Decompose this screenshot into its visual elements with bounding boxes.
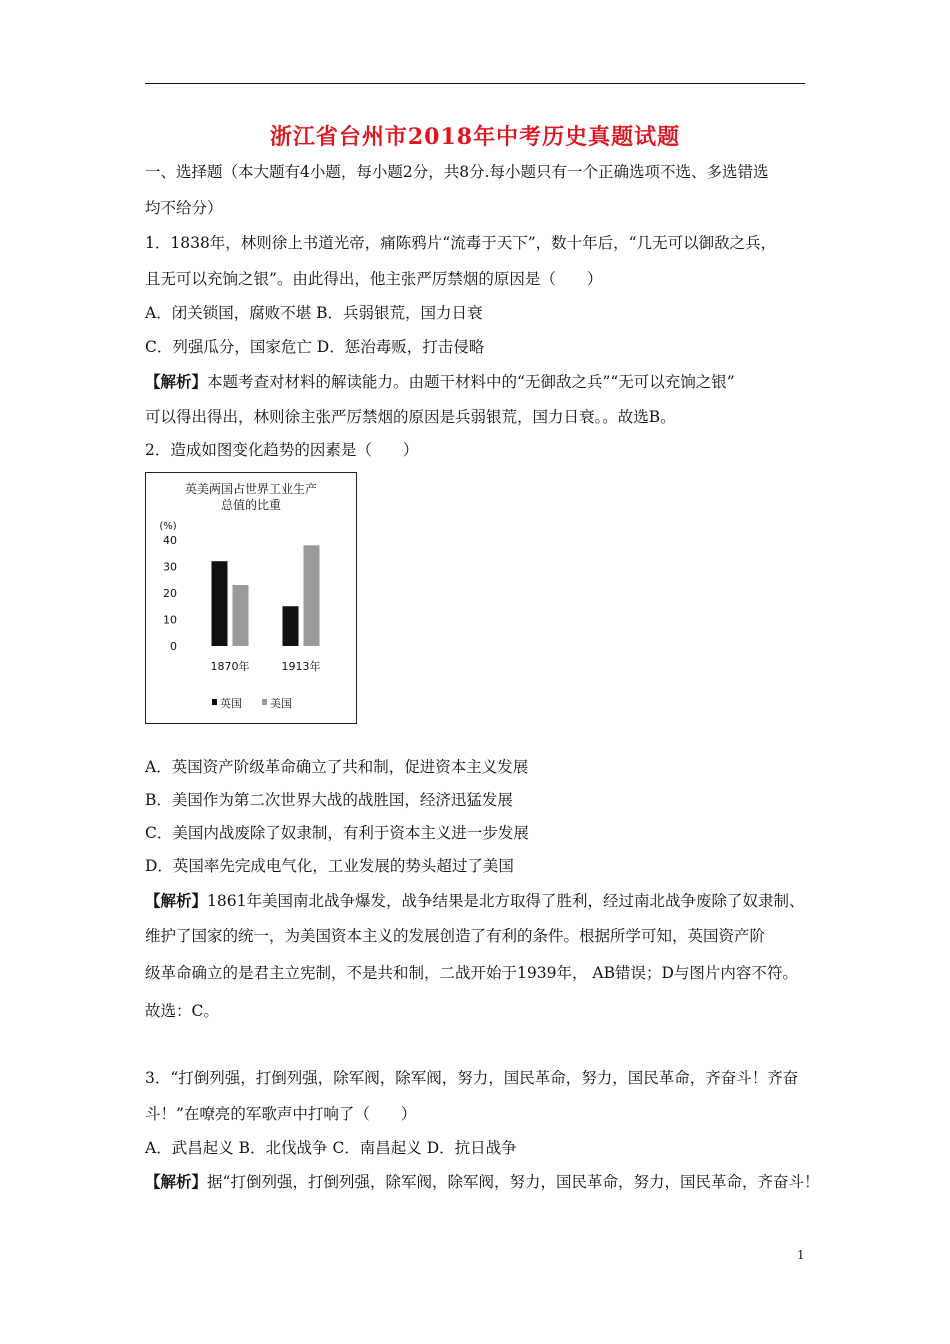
q1-stem-line2: 且无可以充饷之银”。由此得出，他主张严厉禁烟的原因是（ ） bbox=[145, 270, 603, 288]
chart-legend-label: 美国 bbox=[270, 697, 292, 710]
chart-bar-us bbox=[233, 585, 249, 646]
chart-title-line1: 英美两国占世界工业生产 bbox=[184, 482, 318, 496]
header-rule bbox=[145, 83, 805, 84]
chart-title-line2: 总值的比重 bbox=[220, 498, 282, 512]
chart-bar-us bbox=[304, 545, 320, 646]
q1-stem-line1: 1．1838年，林则徐上书道光帝，痛陈鸦片“流毒于天下”，数十年后，“几无可以御敌之兵， bbox=[145, 234, 777, 252]
q1-options-line2: C．列强瓜分，国家危亡 D．惩治毒贩，打击侵略 bbox=[145, 338, 485, 356]
chart-ytick-label: 0 bbox=[170, 640, 177, 653]
page-title: 浙江省台州市2018年中考历史真题试题 bbox=[269, 124, 681, 150]
q2-option-d: D．英国率先完成电气化，工业发展的势头超过了美国 bbox=[145, 857, 514, 875]
q3-options: A．武昌起义 B．北伐战争 C．南昌起义 D．抗日战争 bbox=[145, 1139, 517, 1157]
q3-analysis-line1 bbox=[145, 1174, 819, 1191]
q2-option-c: C．美国内战废除了奴隶制，有利于资本主义进一步发展 bbox=[145, 824, 529, 842]
q2-option-b: B．美国作为第二次世界大战的战胜国，经济迅猛发展 bbox=[145, 791, 513, 809]
q1-options-line1: A．闭关锁国，腐败不堪 B．兵弱银荒，国力日衰 bbox=[145, 304, 483, 322]
chart-ytick-label: 30 bbox=[163, 560, 177, 574]
chart-ytick-label: 20 bbox=[163, 587, 177, 600]
q3-stem-line2: 斗！”在嘹亮的军歌声中打响了（ ） bbox=[145, 1105, 417, 1123]
page-number: 1 bbox=[797, 1248, 805, 1262]
chart-category-label: 1913年 bbox=[281, 660, 321, 673]
q2-option-a: A．英国资产阶级革命确立了共和制，促进资本主义发展 bbox=[145, 758, 529, 776]
analysis-text: 1861年美国南北战争爆发，战争结果是北方取得了胜利，经过南北战争废除了奴隶制、 bbox=[207, 892, 805, 910]
chart-bar-uk bbox=[212, 561, 228, 646]
analysis-text: 据“打倒列强，打倒列强，除军阀，除军阀，努力，国民革命，努力，国民革命，齐奋斗！ bbox=[207, 1173, 820, 1191]
q2-analysis-line2: 维护了国家的统一，为美国资本主义的发展创造了有利的条件。根据所学可知，英国资产阶 bbox=[145, 927, 766, 945]
section-header-line1: 一、选择题（本大题有4小题，每小题2分，共8分.每小题只有一个正确选项不选、多选错选 bbox=[145, 163, 769, 181]
analysis-text: 本题考查对材料的解读能力。由题干材料中的“无御敌之兵”“无可以充饷之银” bbox=[207, 373, 735, 391]
q2-analysis-line4: 故选：C。 bbox=[145, 1002, 219, 1020]
chart-legend-swatch bbox=[262, 699, 267, 705]
analysis-tag: 【解析】 bbox=[145, 1172, 208, 1191]
chart-ytick-label: 10 bbox=[163, 613, 177, 627]
q2-analysis-line1 bbox=[145, 893, 804, 910]
chart-bar-uk bbox=[283, 606, 299, 646]
chart-legend-swatch bbox=[212, 699, 217, 705]
analysis-tag: 【解析】 bbox=[145, 372, 208, 391]
chart-category-label: 1870年 bbox=[210, 660, 250, 673]
chart-ytick-label: 40 bbox=[163, 534, 177, 547]
q2-stem: 2．造成如图变化趋势的因素是（ ） bbox=[145, 441, 419, 459]
q1-analysis-line1 bbox=[145, 374, 735, 391]
industrial-share-chart bbox=[145, 472, 357, 724]
chart-ylabel: (%) bbox=[159, 521, 177, 532]
q2-analysis-line3: 级革命确立的是君主立宪制，不是共和制，二战开始于1939年， AB错误；D与图片内容不符。 bbox=[145, 964, 798, 982]
chart-svg bbox=[146, 473, 356, 723]
q1-analysis-line2: 可以得出得出，林则徐主张严厉禁烟的原因是兵弱银荒，国力日衰。。故选B。 bbox=[145, 408, 676, 426]
analysis-tag: 【解析】 bbox=[145, 891, 208, 910]
q3-stem-line1: 3．“打倒列强，打倒列强，除军阀，除军阀，努力，国民革命，努力，国民革命，齐奋斗！齐奋 bbox=[145, 1069, 799, 1087]
chart-legend-label: 英国 bbox=[220, 697, 242, 710]
section-header-line2: 均不给分） bbox=[145, 199, 223, 217]
